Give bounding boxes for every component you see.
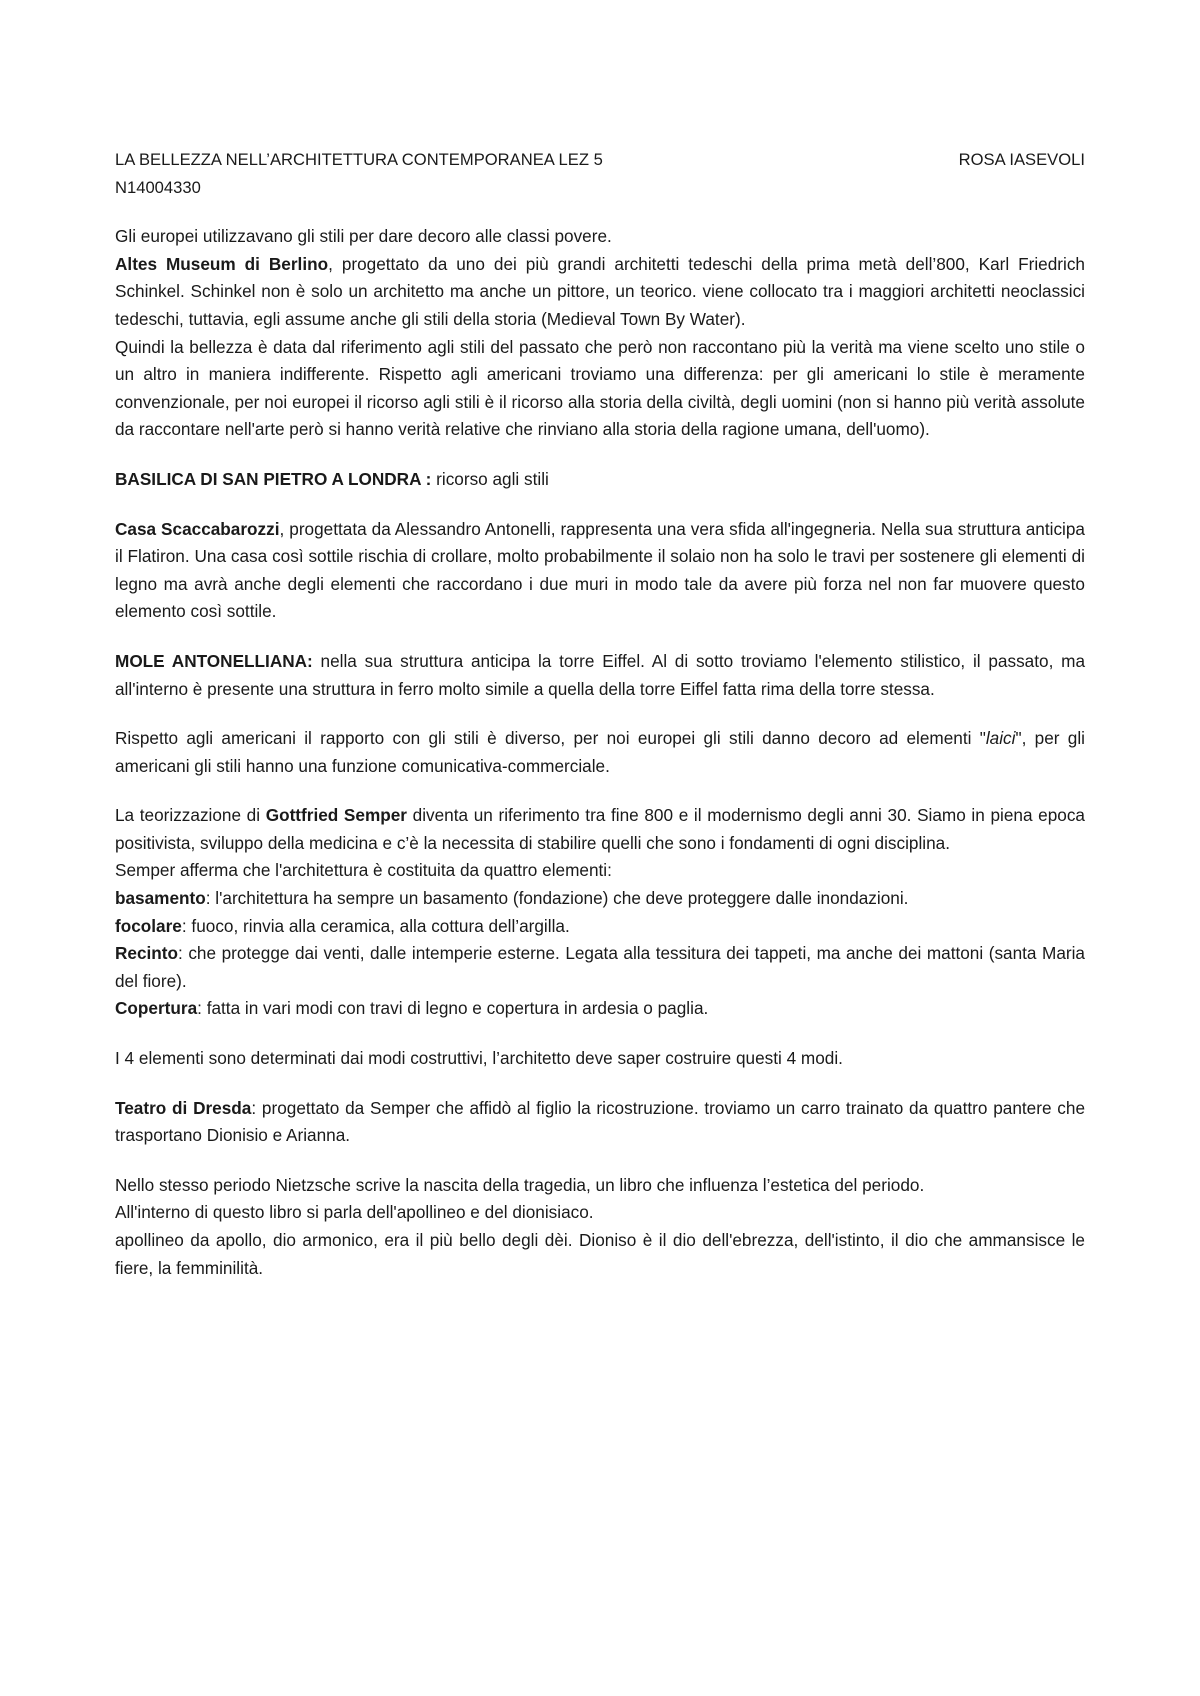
term-basilica: BASILICA DI SAN PIETRO A LONDRA : xyxy=(115,468,432,489)
document-header xyxy=(115,146,1085,174)
document-body xyxy=(115,146,1085,1282)
element-copertura: Copertura: fatta in vari modi con travi di legno e copertura in ardesia o paglia. xyxy=(115,998,709,1019)
spacer xyxy=(115,780,1085,802)
paragraph-nietzsche-line3: apollineo da apollo, dio armonico, era il più bello degli dèi. Dioniso è il dio dell'ebrezza, dell'istinto, il dio che ammansisce le fiere, la femminilità. xyxy=(115,1230,1085,1278)
paragraph-mole-antonelliana: MOLE ANTONELLIANA: nella sua struttura anticipa la torre Eiffel. Al di sotto troviamo l'elemento stilistico, il passato, ma all'interno è presente una struttura in ferro molto simile a quella della torre Eiffel fatta rima della torre stessa. xyxy=(115,650,1085,699)
spacer xyxy=(115,201,1085,223)
paragraph-intro: Gli europei utilizzavano gli stili per dare decoro alle classi povere. xyxy=(115,226,612,247)
italic-laici: laici xyxy=(985,728,1016,749)
paragraph-bellezza: Quindi la bellezza è data dal riferimento agli stili del passato che però non raccontano più la verità ma viene scelto uno stile o un altro in maniera indifferente. Rispetto agli americani troviamo una differenza: per gli americani lo stile è meramente convenzionale, per noi europei il ricorso agli stili è il ricorso alla storia della civiltà, degli uomini (non si hanno più verità assolute da raccontare nell'arte però si hanno verità relative che rinviano alla storia della ragione umana, dell'uomo). xyxy=(115,336,1085,440)
paragraph-quattro-elementi: Semper afferma che l'architettura è costituita da quattro elementi: xyxy=(115,860,612,881)
term-gottfried-semper: Gottfried Semper xyxy=(265,805,407,826)
spacer xyxy=(115,1023,1085,1045)
term-casa-scaccabarozzi: Casa Scaccabarozzi xyxy=(115,518,280,539)
term-altes-museum: Altes Museum di Berlino xyxy=(115,253,329,274)
spacer xyxy=(115,444,1085,466)
element-recinto: Recinto: che protegge dai venti, dalle intemperie esterne. Legata alla tessitura dei tappeti, ma anche dei mattoni (santa Maria del fiore). xyxy=(115,943,1085,991)
element-focolare: focolare: fuoco, rinvia alla ceramica, alla cottura dell’argilla. xyxy=(115,915,570,936)
term-basamento: basamento xyxy=(115,888,206,909)
element-basamento: basamento: l'architettura ha sempre un basamento (fondazione) che deve proteggere dalle inondazioni. xyxy=(115,888,909,909)
paragraph-semper: La teorizzazione di Gottfried Semper diventa un riferimento tra fine 800 e il modernismo degli anni 30. Siamo in piena epoca positivista, sviluppo della medicina e c’è la necessita di stabilire quelli che sono i fondamenti di ogni disciplina. xyxy=(115,805,1085,853)
term-teatro-dresda: Teatro di Dresda xyxy=(115,1097,252,1118)
paragraph-stili-europei: Rispetto agli americani il rapporto con gli stili è diverso, per noi europei gli stili danno decoro ad elementi "laici", per gli americani gli stili hanno una funzione comunicativa-commerciale. xyxy=(115,728,1085,776)
author-name: ROSA IASEVOLI xyxy=(958,150,1085,169)
paragraph-nietzsche-line2: All'interno di questo libro si parla dell'apollineo e del dionisiaco. xyxy=(115,1202,594,1223)
paragraph-teatro-dresda: Teatro di Dresda: progettato da Semper che affidò al figlio la ricostruzione. troviamo un carro trainato da quattro pantere che trasportano Dionisio e Arianna. xyxy=(115,1097,1086,1146)
spacer xyxy=(115,626,1085,648)
student-id: N14004330 xyxy=(115,177,201,197)
paragraph-basilica: BASILICA DI SAN PIETRO A LONDRA : ricorso agli stili xyxy=(115,468,549,489)
paragraph-altes-museum: Altes Museum di Berlino, progettato da uno dei più grandi architetti tedeschi della prima metà dell’800, Karl Friedrich Schinkel. Schinkel non è solo un architetto ma anche un pittore, un teorico. viene collocato tra i maggiori architetti neoclassici tedeschi, tuttavia, egli assume anche gli stili della storia (Medieval Town By Water). xyxy=(115,253,1085,329)
paragraph-nietzsche-line1: Nello stesso periodo Nietzsche scrive la nascita della tragedia, un libro che influenza l’estetica del periodo. xyxy=(115,1174,925,1195)
spacer xyxy=(115,494,1085,516)
spacer xyxy=(115,1073,1085,1095)
term-focolare: focolare xyxy=(115,915,182,936)
document-title: LA BELLEZZA NELL’ARCHITETTURA CONTEMPORANEA LEZ 5 xyxy=(115,150,603,169)
term-copertura: Copertura xyxy=(115,998,198,1019)
paragraph-modi-costruttivi: I 4 elementi sono determinati dai modi costruttivi, l’architetto deve saper costruire questi 4 modi. xyxy=(115,1048,843,1069)
spacer xyxy=(115,703,1085,725)
paragraph-casa-scaccabarozzi: Casa Scaccabarozzi, progettata da Alessandro Antonelli, rappresenta una vera sfida all'ingegneria. Nella sua struttura anticipa il Flatiron. Una casa così sottile rischia di crollare, molto probabilmente il solaio non ha solo le travi per sostenere gli elementi di legno ma avrà anche degli elementi che raccordano i due muri in modo tale da avere più forza nel non far muovere questo elemento così sottile. xyxy=(115,518,1085,622)
term-recinto: Recinto xyxy=(115,943,179,964)
term-mole-antonelliana: MOLE ANTONELLIANA: xyxy=(115,650,313,671)
spacer xyxy=(115,1150,1085,1172)
